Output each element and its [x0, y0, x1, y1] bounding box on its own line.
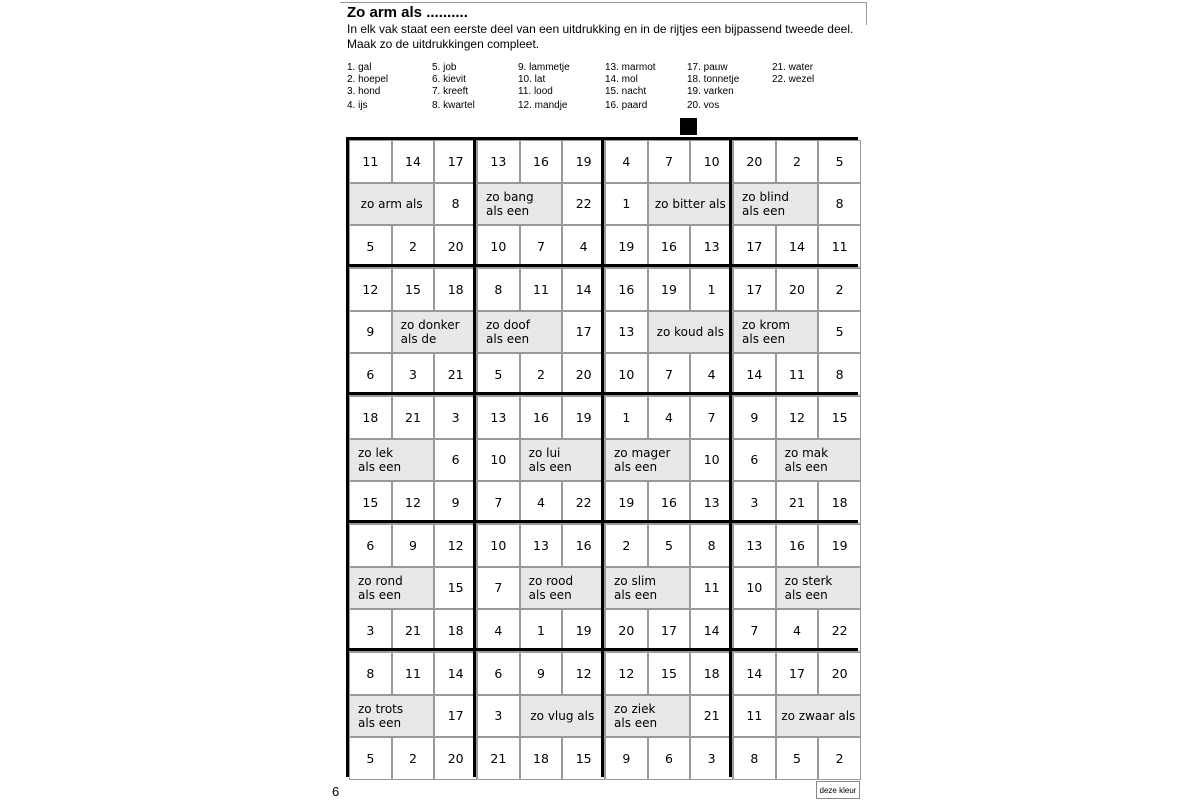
number-cell: 17: [434, 695, 477, 738]
word-item: 11. lood: [518, 86, 553, 97]
number-cell: 14: [733, 652, 776, 695]
number-cell: 21: [690, 695, 733, 738]
number-cell: 10: [477, 524, 520, 567]
number-cell: 12: [349, 268, 392, 311]
phrase-cell: zo koud als: [648, 311, 733, 354]
phrase-cell: zo lui als een: [520, 439, 605, 482]
number-cell: 14: [562, 268, 605, 311]
number-cell: 10: [477, 225, 520, 268]
word-item: 4. ijs: [347, 100, 368, 111]
number-cell: 12: [392, 481, 435, 524]
number-cell: 5: [818, 311, 861, 354]
word-item: 22. wezel: [772, 74, 815, 85]
number-cell: 10: [690, 439, 733, 482]
phrase-cell: zo mak als een: [776, 439, 861, 482]
number-cell: 15: [349, 481, 392, 524]
number-cell: 8: [733, 737, 776, 780]
number-cell: 18: [690, 652, 733, 695]
number-cell: 3: [690, 737, 733, 780]
phrase-cell: zo vlug als: [520, 695, 605, 738]
number-cell: 17: [733, 268, 776, 311]
number-cell: 20: [434, 225, 477, 268]
number-cell: 4: [648, 396, 691, 439]
phrase-cell: zo rond als een: [349, 567, 434, 610]
number-cell: 5: [349, 737, 392, 780]
number-cell: 12: [605, 652, 648, 695]
phrase-cell: zo bang als een: [477, 183, 562, 226]
word-item: 7. kreeft: [432, 86, 469, 97]
word-item: 5. job: [432, 62, 457, 73]
word-item: 17. pauw: [687, 62, 728, 73]
number-cell: 12: [776, 396, 819, 439]
number-cell: 16: [605, 268, 648, 311]
number-cell: 15: [392, 268, 435, 311]
number-cell: 10: [690, 140, 733, 183]
block-divider-vertical: [601, 137, 604, 777]
number-cell: 8: [818, 183, 861, 226]
number-cell: 5: [648, 524, 691, 567]
number-cell: 12: [434, 524, 477, 567]
number-cell: 16: [776, 524, 819, 567]
number-cell: 8: [349, 652, 392, 695]
number-cell: 22: [562, 481, 605, 524]
number-cell: 11: [690, 567, 733, 610]
block-divider-vertical: [729, 137, 732, 777]
number-cell: 19: [562, 609, 605, 652]
phrase-cell: zo doof als een: [477, 311, 562, 354]
number-cell: 11: [520, 268, 563, 311]
phrase-cell: zo blind als een: [733, 183, 818, 226]
number-cell: 18: [434, 609, 477, 652]
number-cell: 4: [477, 609, 520, 652]
number-cell: 18: [818, 481, 861, 524]
number-cell: 14: [776, 225, 819, 268]
number-cell: 6: [434, 439, 477, 482]
page-number: 6: [332, 784, 340, 799]
number-cell: 21: [392, 609, 435, 652]
number-cell: 20: [776, 268, 819, 311]
number-cell: 9: [349, 311, 392, 354]
number-cell: 18: [434, 268, 477, 311]
phrase-cell: zo ziek als een: [605, 695, 690, 738]
number-cell: 11: [349, 140, 392, 183]
number-cell: 14: [733, 353, 776, 396]
number-cell: 5: [818, 140, 861, 183]
number-cell: 17: [648, 609, 691, 652]
number-cell: 4: [605, 140, 648, 183]
number-cell: 15: [434, 567, 477, 610]
number-cell: 21: [392, 396, 435, 439]
number-cell: 7: [477, 481, 520, 524]
number-cell: 1: [520, 609, 563, 652]
number-cell: 14: [690, 609, 733, 652]
number-cell: 3: [392, 353, 435, 396]
number-cell: 7: [648, 140, 691, 183]
number-cell: 16: [562, 524, 605, 567]
number-cell: 16: [520, 396, 563, 439]
number-cell: 5: [477, 353, 520, 396]
number-cell: 13: [477, 140, 520, 183]
phrase-cell: zo slim als een: [605, 567, 690, 610]
number-cell: 12: [562, 652, 605, 695]
number-cell: 13: [733, 524, 776, 567]
block-divider-horizontal: [346, 648, 858, 651]
word-item: 13. marmot: [605, 62, 656, 73]
number-cell: 6: [349, 524, 392, 567]
number-cell: 8: [818, 353, 861, 396]
number-cell: 22: [818, 609, 861, 652]
word-item: 14. mol: [605, 74, 638, 85]
number-cell: 20: [818, 652, 861, 695]
number-cell: 2: [392, 737, 435, 780]
number-cell: 11: [733, 695, 776, 738]
number-cell: 4: [776, 609, 819, 652]
phrase-cell: zo lek als een: [349, 439, 434, 482]
phrase-cell: zo donker als de: [392, 311, 477, 354]
number-cell: 13: [690, 225, 733, 268]
block-divider-horizontal: [346, 520, 858, 523]
number-cell: 1: [605, 396, 648, 439]
number-cell: 21: [434, 353, 477, 396]
number-cell: 19: [562, 396, 605, 439]
number-cell: 6: [477, 652, 520, 695]
number-cell: 7: [690, 396, 733, 439]
number-cell: 13: [477, 396, 520, 439]
phrase-cell: zo sterk als een: [776, 567, 861, 610]
number-cell: 15: [818, 396, 861, 439]
number-cell: 19: [562, 140, 605, 183]
word-item: 20. vos: [687, 100, 720, 111]
word-item: 12. mandje: [518, 100, 568, 111]
instruction-line-1: In elk vak staat een eerste deel van een uitdrukking en in de rijtjes een bijpassend tweede deel.: [347, 22, 854, 36]
word-item: 16. paard: [605, 100, 648, 111]
number-cell: 17: [733, 225, 776, 268]
number-cell: 18: [520, 737, 563, 780]
word-item: 10. lat: [518, 74, 546, 85]
phrase-cell: zo zwaar als: [776, 695, 861, 738]
phrase-cell: zo arm als: [349, 183, 434, 226]
number-cell: 11: [818, 225, 861, 268]
color-label-box: deze kleur: [816, 781, 860, 799]
number-cell: 15: [562, 737, 605, 780]
number-cell: 2: [520, 353, 563, 396]
number-cell: 11: [392, 652, 435, 695]
number-cell: 9: [605, 737, 648, 780]
phrase-cell: zo mager als een: [605, 439, 690, 482]
number-cell: 7: [477, 567, 520, 610]
number-cell: 6: [349, 353, 392, 396]
number-cell: 20: [562, 353, 605, 396]
word-item: 6. kievit: [432, 74, 466, 85]
number-cell: 20: [605, 609, 648, 652]
page-title: Zo arm als ..........: [347, 4, 468, 21]
phrase-cell: zo trots als een: [349, 695, 434, 738]
word-item: 15. nacht: [605, 86, 647, 97]
word-item: 2. hoepel: [347, 74, 389, 85]
number-cell: 17: [434, 140, 477, 183]
number-cell: 4: [690, 353, 733, 396]
number-cell: 5: [776, 737, 819, 780]
number-cell: 9: [733, 396, 776, 439]
number-cell: 16: [648, 225, 691, 268]
number-cell: 14: [434, 652, 477, 695]
number-cell: 11: [776, 353, 819, 396]
number-cell: 13: [690, 481, 733, 524]
number-cell: 10: [605, 353, 648, 396]
number-cell: 7: [520, 225, 563, 268]
phrase-cell: zo bitter als: [648, 183, 733, 226]
number-cell: 14: [392, 140, 435, 183]
number-cell: 3: [349, 609, 392, 652]
number-cell: 3: [477, 695, 520, 738]
word-item: 9. lammetje: [518, 62, 570, 73]
number-cell: 1: [690, 268, 733, 311]
number-cell: 3: [733, 481, 776, 524]
number-cell: 2: [392, 225, 435, 268]
word-item: 3. hond: [347, 86, 381, 97]
number-cell: 9: [392, 524, 435, 567]
number-cell: 21: [776, 481, 819, 524]
number-cell: 1: [605, 183, 648, 226]
number-cell: 19: [605, 481, 648, 524]
instruction-line-2: Maak zo de uitdrukkingen compleet.: [347, 37, 540, 51]
number-cell: 16: [520, 140, 563, 183]
number-cell: 2: [818, 268, 861, 311]
word-item: 18. tonnetje: [687, 74, 740, 85]
block-divider-horizontal: [346, 392, 858, 395]
number-cell: 10: [477, 439, 520, 482]
number-cell: 22: [562, 183, 605, 226]
number-cell: 17: [776, 652, 819, 695]
number-cell: 19: [605, 225, 648, 268]
number-cell: 4: [562, 225, 605, 268]
number-cell: 9: [520, 652, 563, 695]
number-cell: 19: [818, 524, 861, 567]
number-cell: 7: [648, 353, 691, 396]
word-item: 8. kwartel: [432, 100, 475, 111]
number-cell: 18: [349, 396, 392, 439]
number-cell: 20: [733, 140, 776, 183]
number-cell: 19: [648, 268, 691, 311]
number-cell: 15: [648, 652, 691, 695]
block-divider-vertical: [473, 137, 476, 777]
number-cell: 8: [477, 268, 520, 311]
number-cell: 20: [434, 737, 477, 780]
phrase-cell: zo rood als een: [520, 567, 605, 610]
number-cell: 2: [818, 737, 861, 780]
number-cell: 13: [520, 524, 563, 567]
number-cell: 21: [477, 737, 520, 780]
block-divider-horizontal: [346, 264, 858, 267]
number-cell: 6: [733, 439, 776, 482]
number-cell: 4: [520, 481, 563, 524]
number-cell: 7: [733, 609, 776, 652]
number-cell: 6: [648, 737, 691, 780]
number-cell: 10: [733, 567, 776, 610]
number-cell: 17: [562, 311, 605, 354]
number-cell: 13: [605, 311, 648, 354]
word-item: 1. gal: [347, 62, 372, 73]
number-cell: 8: [690, 524, 733, 567]
black-marker-square: [680, 118, 697, 135]
number-cell: 2: [776, 140, 819, 183]
word-item: 19. varken: [687, 86, 734, 97]
number-cell: 16: [648, 481, 691, 524]
number-cell: 3: [434, 396, 477, 439]
word-item: 21. water: [772, 62, 814, 73]
number-cell: 2: [605, 524, 648, 567]
number-cell: 8: [434, 183, 477, 226]
number-cell: 9: [434, 481, 477, 524]
number-cell: 5: [349, 225, 392, 268]
phrase-cell: zo krom als een: [733, 311, 818, 354]
